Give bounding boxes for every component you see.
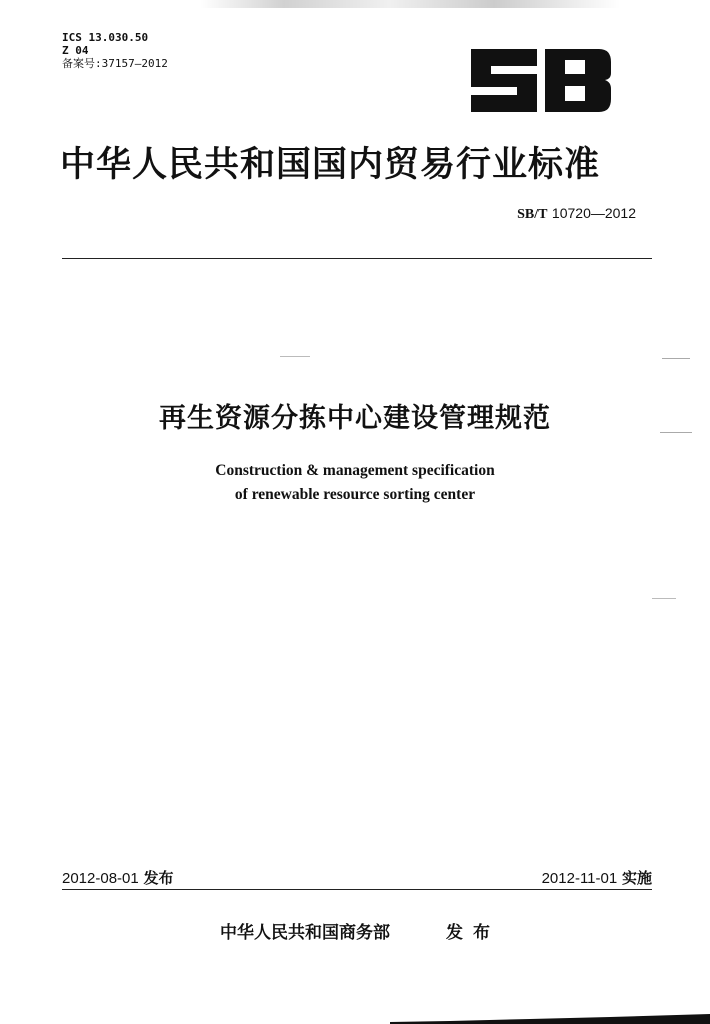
effective-date-label: 实施 [621,869,652,887]
standard-number [517,205,636,223]
scan-speck [652,598,676,599]
title-en-line-2: of renewable resource sorting center [234,486,476,503]
issue-date [62,867,174,888]
classification-codes [62,31,168,70]
standard-number-prefix: SB/T [517,207,548,222]
filing-number: 备案号:37157—2012 [62,57,168,70]
scan-noise-top [200,0,620,8]
document-title-english [0,459,710,507]
effective-date [542,867,652,888]
ics-code: ICS 13.030.50 [62,31,149,44]
effective-date-value: 2012-11-01 [541,870,618,887]
scan-speck [280,356,310,357]
standard-category-title: 中华人民共和国国内贸易行业标准 [60,145,601,185]
bottom-divider [62,889,652,890]
scan-speck [662,358,690,359]
scan-edge-bottom [390,1013,710,1024]
issue-date-value: 2012-08-01 [62,870,139,887]
issuing-authority: 中华人民共和国商务部 [220,923,390,943]
scan-speck [660,432,692,433]
issue-word: 发布 [446,923,500,943]
sb-logo [467,46,613,114]
document-title-chinese: 再生资源分拣中心建设管理规范 [159,403,551,434]
issue-date-label: 发布 [143,869,174,887]
z-code: Z 04 [62,44,89,57]
standard-number-value: 10720—2012 [551,205,636,221]
title-en-line-1: Construction & management specification [215,462,495,479]
top-divider [62,258,652,259]
